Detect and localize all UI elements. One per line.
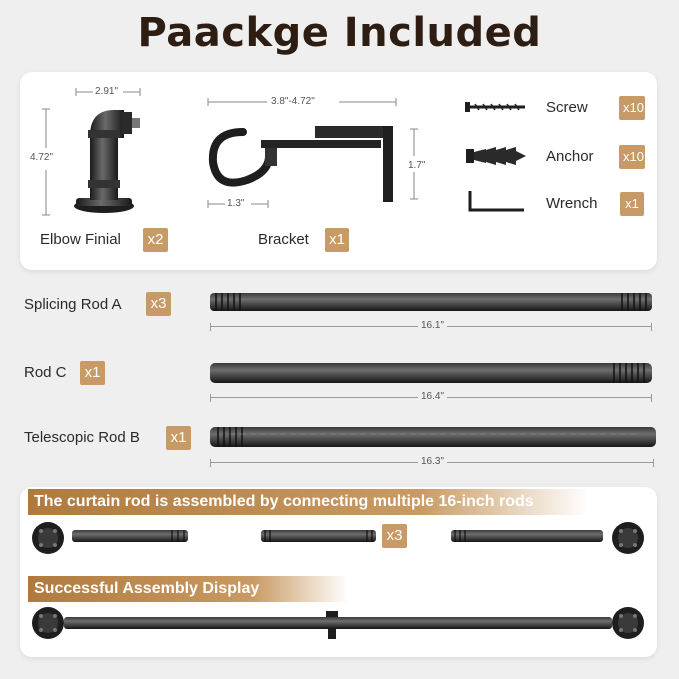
right-finial-end-icon xyxy=(610,520,646,556)
finial-label: Elbow Finial xyxy=(40,231,121,248)
assembly-display-banner: Successful Assembly Display xyxy=(28,576,348,602)
anchor-qty-badge: x10 xyxy=(619,145,645,169)
elbow-finial-image xyxy=(72,100,142,216)
rod-b-qty-badge: x1 xyxy=(166,426,191,450)
finial-qty-badge: x2 xyxy=(143,228,168,252)
finial-height-label: 4.72" xyxy=(30,152,54,163)
wrench-icon xyxy=(468,190,526,214)
splicing-rod-a-image xyxy=(210,292,652,312)
rod-c-image xyxy=(210,362,652,384)
assembled-rod-image xyxy=(30,605,646,645)
assembly-banner: The curtain rod is assembled by connecting multiple 16-inch rods xyxy=(28,489,588,515)
rod-a-label: Splicing Rod A xyxy=(24,296,122,313)
anchor-icon xyxy=(466,146,526,166)
wrench-label: Wrench xyxy=(546,195,598,212)
rod-b-label: Telescopic Rod B xyxy=(24,429,140,446)
bracket-height-label: 1.7" xyxy=(408,160,426,171)
screw-label: Screw xyxy=(546,99,588,116)
finial-width-label: 2.91" xyxy=(95,86,119,97)
wrench-qty-badge: x1 xyxy=(620,192,644,216)
rod-c-length-label: 16.4" xyxy=(418,391,447,402)
left-finial-end-icon xyxy=(30,520,66,556)
assembly-rod-c-piece xyxy=(72,529,188,543)
assembly-rod-a-piece xyxy=(261,529,376,543)
bracket-image xyxy=(205,118,405,208)
page-title: Paackge Included xyxy=(137,10,542,56)
screw-icon xyxy=(465,100,527,114)
rod-c-label: Rod C xyxy=(24,364,67,381)
assembly-rod-b-piece xyxy=(451,529,603,543)
telescopic-rod-b-image xyxy=(210,426,656,448)
bracket-qty-badge: x1 xyxy=(325,228,349,252)
screw-qty-badge: x10 xyxy=(619,96,645,120)
rod-a-length-label: 16.1" xyxy=(418,320,447,331)
rod-a-qty-badge: x3 xyxy=(146,292,171,316)
rod-c-qty-badge: x1 xyxy=(80,361,105,385)
rod-b-length-label: 16.3" xyxy=(418,456,447,467)
anchor-label: Anchor xyxy=(546,148,594,165)
assembly-middle-qty-badge: x3 xyxy=(382,524,407,548)
bracket-length-label: 3.8"-4.72" xyxy=(271,96,315,107)
bracket-label: Bracket xyxy=(258,231,309,248)
bracket-hook-label: 1.3" xyxy=(227,198,245,209)
